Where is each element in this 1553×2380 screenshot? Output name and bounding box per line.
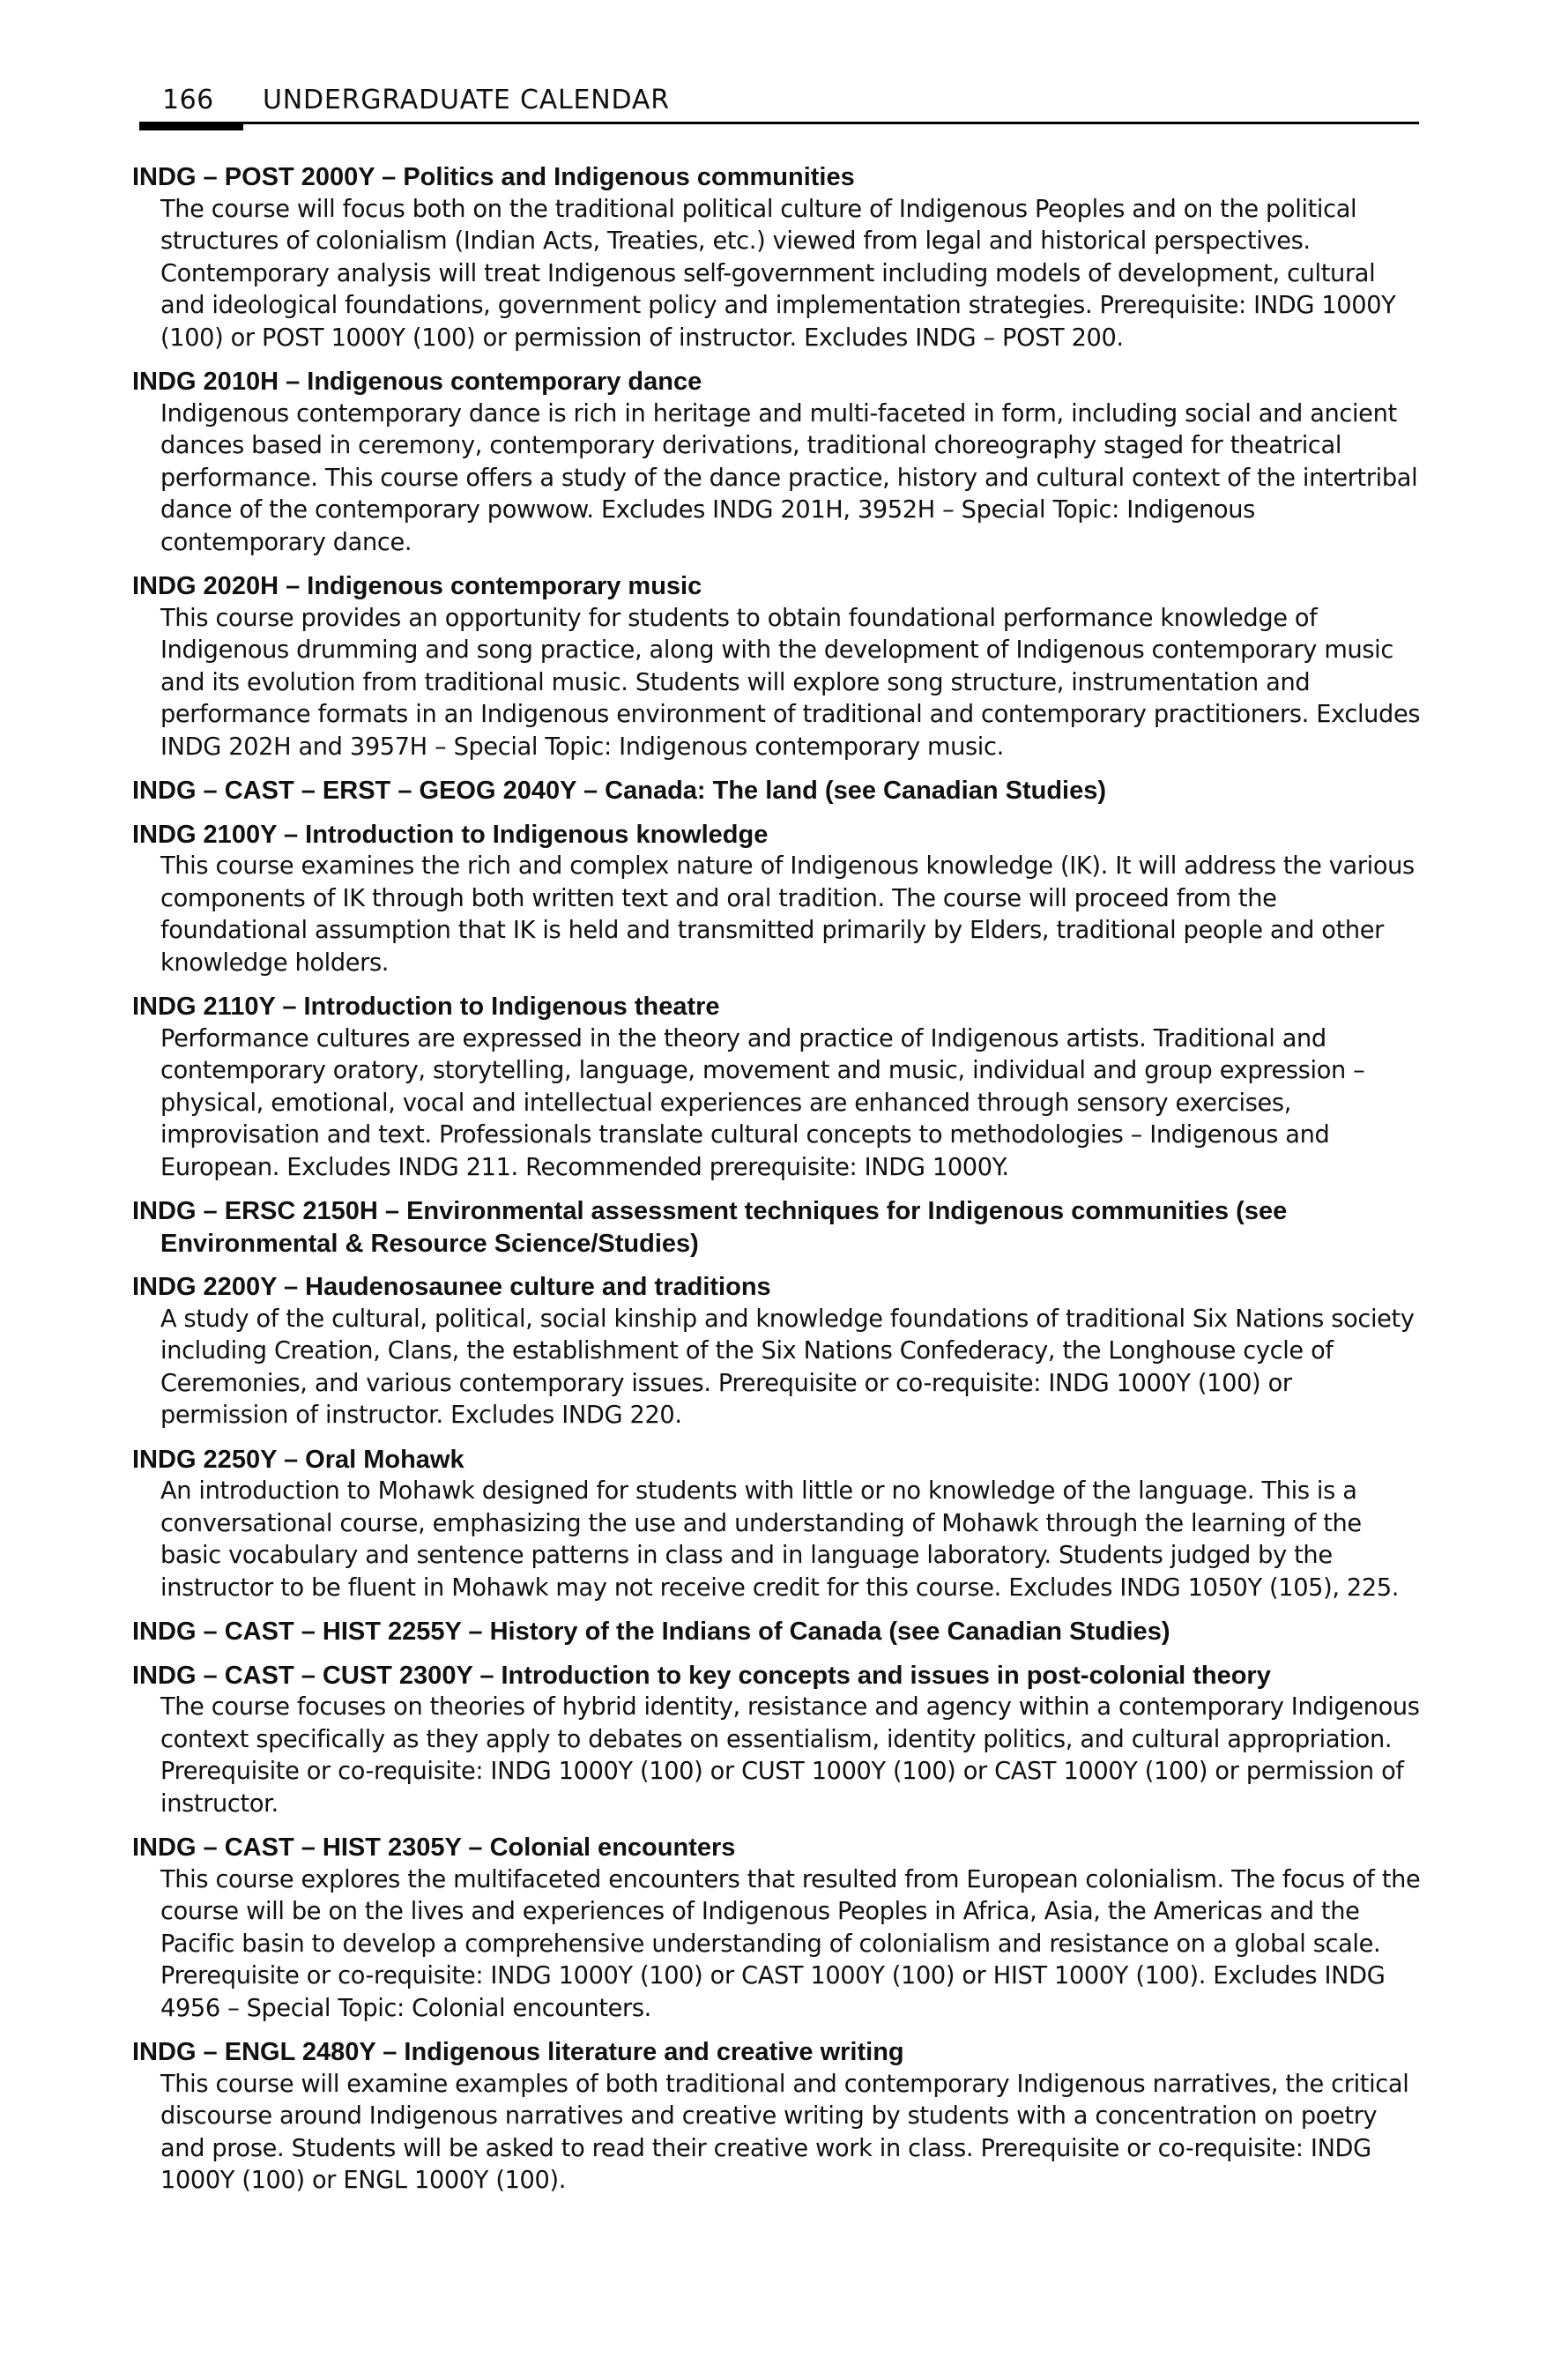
course-title: INDG – CAST – HIST 2255Y – History of the Indians of Canada (see Canadian Studies) [132, 1618, 1170, 1646]
course-description: An introduction to Mohawk designed for students with little or no knowledge of the language. This is a conversational course, emphasizing the use and understanding of Mohawk through the learning of the basic vocabulary and sentence patterns in class and in language laboratory. Students judged by the instructor to be fluent in Mohawk may not receive credit for this course. Excludes INDG 1050Y (105), 225. [160, 1477, 1400, 1602]
header-tab-bar [139, 122, 243, 130]
course-title: INDG – ENGL 2480Y – Indigenous literature and creative writing [132, 2038, 904, 2066]
course-title: INDG 2100Y – Introduction to Indigenous knowledge [132, 820, 769, 849]
course-description: Performance cultures are expressed in the theory and practice of Indigenous artists. Traditional and contemporary oratory, storytelling, language, movement and music, individual and group expression – physical, emotional, vocal and intellectual experiences are enhanced through sensory exercises, improvisation and text. Professionals translate cultural concepts to methodologies – Indigenous and European. Excludes INDG 211. Recommended prerequisite: INDG 1000Y. [160, 1024, 1365, 1181]
course-title: INDG 2110Y – Introduction to Indigenous theatre [132, 993, 720, 1021]
course-entry [132, 1444, 1421, 1605]
page-number: 166 [162, 85, 214, 115]
course-entry [132, 1271, 1421, 1432]
course-entry [132, 161, 1421, 354]
course-entry [132, 991, 1421, 1184]
course-entry [132, 570, 1421, 763]
course-description: The course focuses on theories of hybrid identity, resistance and agency within a contemporary Indigenous context specifically as they apply to debates on essentialism, identity politics, and cultural appropriation. Prerequisite or co-requisite: INDG 1000Y (100) or CUST 1000Y (100) or CAST 1000Y (100) or permission of instructor. [160, 1693, 1420, 1818]
course-entry [132, 775, 1421, 807]
course-entry [132, 819, 1421, 980]
course-description: This course explores the multifaceted encounters that resulted from European colonialism. The focus of the course will be on the lives and experiences of Indigenous Peoples in Africa, Asia, the Americas and the Pacific basin to develop a comprehensive understanding of colonialism and resistance on a global scale. Prerequisite or co-requisite: INDG 1000Y (100) or CAST 1000Y (100) or HIST 1000Y (100). Excludes INDG 4956 – Special Topic: Colonial encounters. [160, 1865, 1421, 2022]
course-description: This course examines the rich and complex nature of Indigenous knowledge (IK). It will address the various components of IK through both written text and oral tradition. The course will proceed from the foundational assumption that IK is held and transmitted primarily by Elders, traditional people and other knowledge holders. [160, 852, 1415, 977]
course-title: INDG – CAST – HIST 2305Y – Colonial encounters [132, 1833, 736, 1862]
course-description: The course will focus both on the traditional political culture of Indigenous Peoples and on the political structures of colonialism (Indian Acts, Treaties, etc.) viewed from legal and historical perspectives. Contemporary analysis will treat Indigenous self-government including models of development, cultural and ideological foundations, government policy and implementation strategies. Prerequisite: INDG 1000Y (100) or POST 1000Y (100) or permission of instructor. Excludes INDG – POST 200. [160, 195, 1396, 352]
course-entry [132, 1660, 1421, 1821]
course-description: A study of the cultural, political, social kinship and knowledge foundations of traditional Six Nations society including Creation, Clans, the establishment of the Six Nations Confederacy, the Longhouse cycle of Ceremonies, and various contemporary issues. Prerequisite or co-requisite: INDG 1000Y (100) or permission of instructor. Excludes INDG 220. [160, 1305, 1415, 1429]
course-title: INDG – CAST – ERST – GEOG 2040Y – Canada: The land (see Canadian Studies) [132, 777, 1107, 805]
course-description: This course provides an opportunity for students to obtain foundational performance knowledge of Indigenous drumming and song practice, along with the development of Indigenous contemporary music and its evolution from traditional music. Students will explore song structure, instrumentation and performance formats in an Indigenous environment of traditional and contemporary practitioners. Excludes INDG 202H and 3957H – Special Topic: Indigenous contemporary music. [160, 604, 1421, 761]
course-title: INDG – CAST – CUST 2300Y – Introduction to key concepts and issues in post-colonial theory [132, 1661, 1271, 1690]
course-title: INDG – POST 2000Y – Politics and Indigenous communities [132, 163, 855, 191]
course-entry [132, 2036, 1421, 2198]
running-title: UNDERGRADUATE CALENDAR [263, 85, 670, 115]
course-title: INDG 2200Y – Haudenosaunee culture and traditions [132, 1273, 771, 1301]
course-title: INDG 2250Y – Oral Mohawk [132, 1445, 464, 1474]
header-rule [139, 122, 1419, 124]
course-entry [132, 1195, 1421, 1260]
course-entry [132, 366, 1421, 559]
course-description: This course will examine examples of both traditional and contemporary Indigenous narratives, the critical discourse around Indigenous narratives and creative writing by students with a concentration on poetry and prose. Students will be asked to read their creative work in class. Prerequisite or co-requisite: INDG 1000Y (100) or ENGL 1000Y (100). [160, 2070, 1409, 2194]
course-title: INDG 2010H – Indigenous contemporary dance [132, 368, 702, 396]
course-list [132, 161, 1421, 2209]
course-entry [132, 1616, 1421, 1648]
course-description: Indigenous contemporary dance is rich in heritage and multi-faceted in form, including social and ancient dances based in ceremony, contemporary derivations, traditional choreography staged for theatrical performance. This course offers a study of the dance practice, history and cultural context of the intertribal dance of the contemporary powwow. Excludes INDG 201H, 3952H – Special Topic: Indigenous contemporary dance. [160, 399, 1418, 556]
course-entry [132, 1832, 1421, 2025]
page-header [139, 81, 1419, 134]
course-title: INDG – ERSC 2150H – Environmental assessment techniques for Indigenous communities (see Environmental & Resource Science/Studies) [132, 1197, 1288, 1258]
course-title: INDG 2020H – Indigenous contemporary music [132, 572, 702, 600]
